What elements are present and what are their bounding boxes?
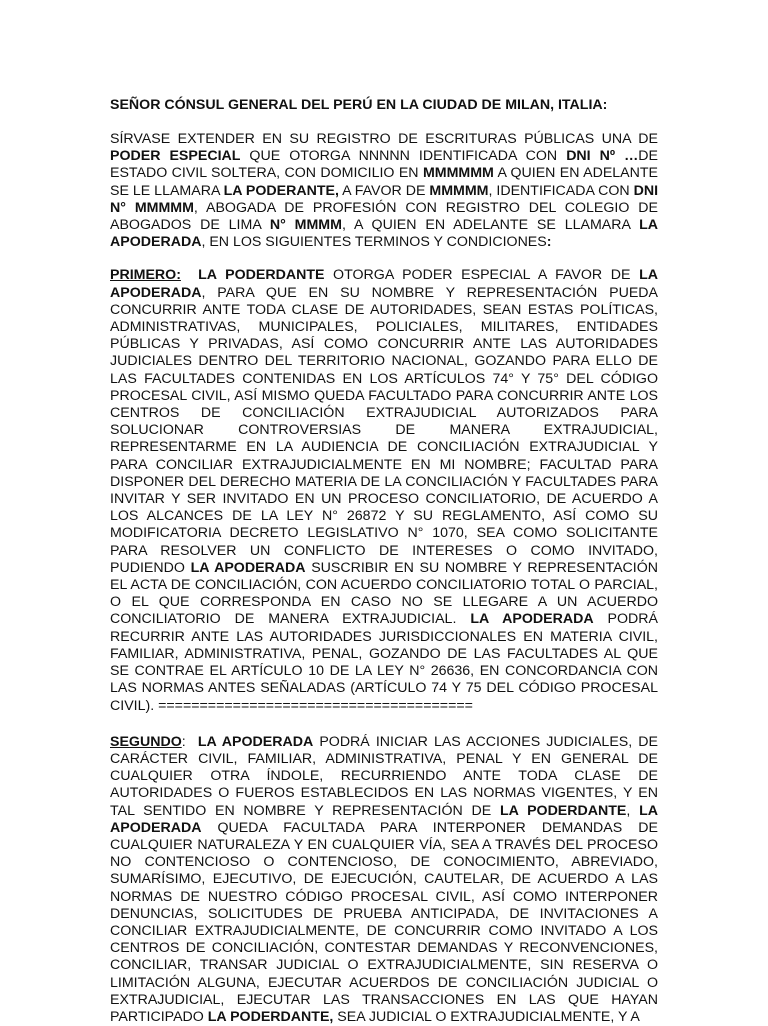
intro-text: , IDENTIFICADA CON [488, 182, 634, 199]
clause-segundo [110, 734, 658, 1026]
clause-heading-label: PRIMERO: [110, 267, 181, 284]
intro-bold: LA APODERADA [110, 217, 658, 251]
clause-text: SUSCRIBIR EN SU NOMBRE Y REPRESENTACIÓN EL ACTA DE CONCILIACIÓN, CON ACUERDO CONCILIATORIO TOTAL O PARCIAL, O EL QUE CORRESPONDA EN CASO NO SE LLEGARE A UN ACUERDO CONCILIATORIO DE MANERA EXTRAJUDICIAL. [110, 559, 659, 628]
clause-heading-colon: : [181, 733, 186, 750]
clause-text: OTORGA PODER ESPECIAL A FAVOR DE [324, 267, 640, 284]
clause-bold: LA PODERDANTE, [207, 1008, 334, 1025]
intro-text: , EN LOS SIGUIENTES TERMINOS Y CONDICIONES [201, 234, 547, 251]
clause-bold: LA APODERADA [110, 802, 658, 836]
intro-bold: N° MMMM [269, 217, 342, 234]
clause-text: SEA JUDICIAL O EXTRAJUDICIALMENTE, Y A [333, 1008, 640, 1025]
clause-primero [110, 267, 658, 714]
document-title: SEÑOR CÓNSUL GENERAL DEL PERÚ EN LA CIUDAD DE MILAN, ITALIA: [110, 97, 608, 113]
clause-text: , [626, 802, 640, 819]
intro-text: , A QUIEN EN ADELANTE SE LLAMARA [341, 217, 640, 234]
clause-bold: LA PODERDANTE [198, 267, 325, 284]
intro-bold: PODER ESPECIAL [110, 148, 241, 165]
intro-bold: MMMMM [429, 182, 489, 199]
clause-bold: LA APODERADA [197, 733, 314, 750]
intro-bold: MMMMMM [422, 165, 494, 182]
intro-bold: : [546, 234, 552, 251]
clause-heading-label: SEGUNDO [110, 733, 182, 750]
intro-bold: DNI Nº … [566, 148, 639, 165]
intro-text: DE ESTADO CIVIL SOLTERA, CON DOMICILIO EN [110, 148, 658, 182]
clause-text: PODRÁ RECURRIR ANTE LAS AUTORIDADES JURISDICCIONALES EN MATERIA CIVIL, FAMILIAR, ADMINISTRATIVA, PENAL, GOZANDO DE LAS FACULTADES AL QUE SE CONTRAE EL ARTÍCULO 10 DE LA LEY N° 26636, EN CONCORDANCIA CON LAS NORMAS ANTES SEÑALADAS (ARTÍCULO 74 Y 75 DEL CÓDIGO PROCESAL CIVIL). ====================================== [110, 611, 658, 714]
intro-paragraph [110, 131, 658, 251]
intro-bold: LA PODERANTE, [223, 182, 339, 199]
clause-text: , PARA QUE EN SU NOMBRE Y REPRESENTACIÓN PUEDA CONCURRIR ANTE TODA CLASE DE AUTORIDADES, SEAN ESTAS POLÍTICAS, ADMINISTRATIVAS, MUNICIPALES, POLICIALES, MILITARES, ENTIDADES PÚBLICAS Y PRIVADAS, ASÍ COMO CONCURRIR ANTE LAS AUTORIDADES JUDICIALES DENTRO DEL TERRITORIO NACIONAL, GOZANDO PARA ELLO DE LAS FACULTADES CONTENIDAS EN LOS ARTÍCULOS 74° Y 75° DEL CÓDIGO PROCESAL CIVIL, ASÍ MISMO QUEDA FACULTADO PARA CONCURRIR ANTE LOS CENTROS DE CONCILIACIÓN EXTRAJUDICIAL AUTORIZADOS PARA SOLUCIONAR CONTROVERSIAS DE MANERA EXTRAJUDICIAL, REPRESENTARME EN LA AUDIENCIA DE CONCILIACIÓN EXTRAJUDICIAL Y PARA CONCILIAR EXTRAJUDICIALMENTE EN MI NOMBRE; FACULTAD PARA DISPONER DEL DERECHO MATERIA DE LA CONCILIACIÓN Y FACULTADES PARA INVITAR Y SER INVITADO EN UN PROCESO CONCILIATORIO, DE ACUERDO A LOS ALCANCES DE LA LEY N° 26872 Y SU REGLAMENTO, ASÍ COMO SU MODIFICATORIA DECRETO LEGISLATIVO N° 1070, SEA COMO SOLICITANTE PARA RESOLVER UN CONFLICTO DE INTERESES O COMO INVITADO, PUDIENDO [110, 284, 658, 576]
intro-text: A FAVOR DE [338, 182, 430, 199]
clause-bold: LA PODERDANTE [499, 802, 627, 819]
clause-heading [110, 734, 182, 750]
intro-text: QUE OTORGA NNNNN IDENTIFICADA CON [240, 148, 567, 165]
intro-text: SÍRVASE EXTENDER EN SU REGISTRO DE ESCRITURAS PÚBLICAS UNA DE [110, 131, 658, 147]
clause-bold: LA APODERADA [110, 267, 658, 301]
clause-bold: LA APODERADA [190, 559, 306, 576]
intro-text: A QUIEN EN ADELANTE SE LE LLAMARA [110, 165, 659, 199]
clause-text: PODRÁ INICIAR LAS ACCIONES JUDICIALES, DE CARÁCTER CIVIL, FAMILIAR, ADMINISTRATIVA, PENAL Y EN GENERAL DE CUALQUIER OTRA ÍNDOLE, RECURRIENDO ANTE TODA CLASE DE AUTORIDADES O FUEROS ESTABLECIDOS EN LAS NORMAS VIGENTES, Y EN TAL SENTIDO EN NOMBRE Y REPRESENTACIÓN DE [110, 733, 658, 819]
clause-bold: LA APODERADA [470, 611, 594, 628]
clause-heading [110, 267, 181, 283]
intro-bold: DNI N° MMMMM [110, 182, 659, 216]
clause-text: QUEDA FACULTADA PARA INTERPONER DEMANDAS DE CUALQUIER NATURALEZA Y EN CUALQUIER VÍA, SEA A TRAVÉS DEL PROCESO NO CONTENCIOSO O CONTENCIOSO, DE CONOCIMIENTO, ABREVIADO, SUMARÍSIMO, EJECUTIVO, DE EJECUCIÓN, CAUTELAR, DE ACUERDO A LAS NORMAS DE NUESTRO CÓDIGO PROCESAL CIVIL, ASÍ COMO INTERPONER DENUNCIAS, SOLICITUDES DE PRUEBA ANTICIPADA, DE INVITACIONES A CONCILIAR EXTRAJUDICIALMENTE, DE CONCURRIR COMO INVITADO A LOS CENTROS DE CONCILIACIÓN, CONTESTAR DEMANDAS Y RECONVENCIONES, CONCILIAR, TRANSAR JUDICIAL O EXTRAJUDICIALMENTE, SIN RESERVA O LIMITACIÓN ALGUNA, EJECUTAR ACUERDOS DE CONCILIACIÓN JUDICIAL O EXTRAJUDICIAL, EJECUTAR LAS TRANSACCIONES EN LAS QUE HAYAN PARTICIPADO [110, 819, 658, 1025]
intro-text: , ABOGADA DE PROFESIÓN CON REGISTRO DEL COLEGIO DE ABOGADOS DE LIMA [110, 199, 658, 234]
